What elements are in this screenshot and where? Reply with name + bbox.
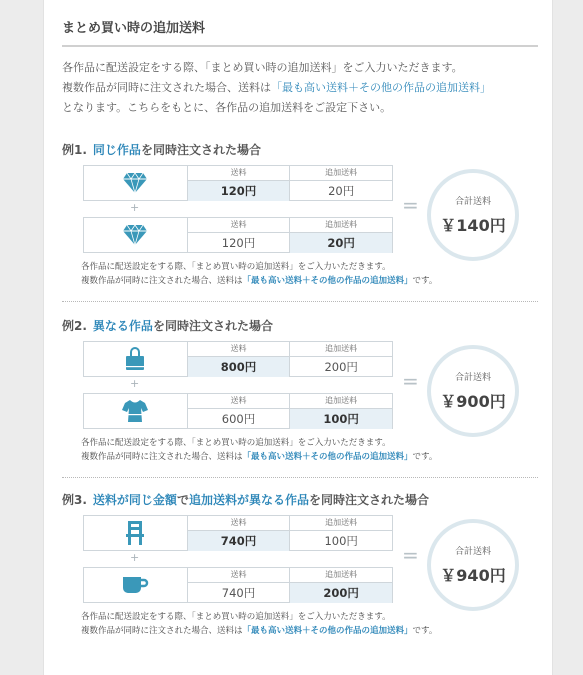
example-heading bbox=[62, 317, 538, 334]
item-row bbox=[83, 217, 393, 253]
shipping-label: 送料 bbox=[188, 342, 290, 357]
shipping-value: 120円 bbox=[188, 181, 290, 201]
shipping-label: 送料 bbox=[188, 516, 290, 531]
additional-label: 追加送料 bbox=[290, 394, 392, 409]
chair-icon bbox=[84, 516, 188, 550]
additional-value: 20円 bbox=[290, 233, 392, 253]
note-line-1: 各作品に配送設定をする際、「まとめ買い時の追加送料」をご入力いただきます。 bbox=[81, 612, 391, 622]
additional-value: 100円 bbox=[290, 409, 392, 429]
shipping-cell bbox=[188, 394, 291, 428]
intro-line-3: となります。こちらをもとに、各作品の追加送料をご設定下さい。 bbox=[62, 101, 392, 114]
shipping-value: 740円 bbox=[221, 586, 256, 600]
equals-sign: = bbox=[402, 193, 419, 217]
shipping-label: 送料 bbox=[188, 394, 290, 409]
example-heading-part: を同時注文された場合 bbox=[308, 493, 429, 507]
section-divider bbox=[62, 301, 538, 302]
shipping-value: 740円 bbox=[188, 531, 290, 551]
shipping-cell bbox=[188, 218, 291, 252]
example-heading-part: 異なる作品 bbox=[92, 319, 153, 333]
example-section-1 bbox=[62, 141, 538, 158]
total-label: 合計送料 bbox=[454, 373, 491, 383]
additional-label: 追加送料 bbox=[290, 516, 392, 531]
equals-sign: = bbox=[402, 543, 419, 567]
example-note bbox=[81, 436, 541, 464]
equals-sign: = bbox=[402, 369, 419, 393]
example-heading-part: を同時注文された場合 bbox=[152, 319, 273, 333]
plus-sign: + bbox=[130, 377, 140, 390]
additional-label: 追加送料 bbox=[290, 568, 392, 583]
bag-icon bbox=[84, 342, 188, 376]
item-row bbox=[83, 567, 393, 603]
example-note bbox=[81, 260, 541, 288]
example-number: 例1. bbox=[62, 143, 87, 157]
example-number: 例3. bbox=[62, 493, 87, 507]
page-title: まとめ買い時の追加送料 bbox=[62, 17, 538, 47]
note-line-2: 複数作品が同時に注文された場合、送料は「最も高い送料＋その他の作品の追加送料」です。 bbox=[81, 452, 438, 462]
example-heading-part: 追加送料が異なる作品 bbox=[188, 493, 309, 507]
example-heading bbox=[62, 141, 538, 158]
additional-label: 追加送料 bbox=[290, 166, 392, 181]
additional-cell bbox=[290, 342, 392, 376]
shipping-cell bbox=[188, 568, 291, 602]
item-row bbox=[83, 341, 393, 377]
total-circle bbox=[427, 519, 519, 611]
section-divider bbox=[62, 477, 538, 478]
shipping-label: 送料 bbox=[188, 166, 290, 181]
additional-cell bbox=[290, 166, 392, 200]
example-heading-part: 同じ作品 bbox=[92, 143, 141, 157]
additional-value: 200円 bbox=[290, 583, 392, 603]
dress-icon bbox=[84, 394, 188, 428]
additional-label: 追加送料 bbox=[290, 342, 392, 357]
example-heading-part: を同時注文された場合 bbox=[140, 143, 261, 157]
example-note bbox=[81, 610, 541, 638]
note-line-1: 各作品に配送設定をする際、「まとめ買い時の追加送料」をご入力いただきます。 bbox=[81, 262, 391, 272]
shipping-cell bbox=[188, 342, 291, 376]
plus-sign: + bbox=[130, 201, 140, 214]
cup-icon bbox=[84, 568, 188, 602]
additional-value: 20円 bbox=[328, 184, 355, 198]
shipping-label: 送料 bbox=[188, 218, 290, 233]
total-value: ￥940円 bbox=[440, 566, 506, 585]
note-line-2: 複数作品が同時に注文された場合、送料は「最も高い送料＋その他の作品の追加送料」です。 bbox=[81, 276, 438, 286]
diamond-icon bbox=[84, 218, 188, 252]
example-heading-part: で bbox=[176, 493, 189, 507]
additional-cell bbox=[290, 516, 392, 550]
example-number: 例2. bbox=[62, 319, 87, 333]
total-value: ￥900円 bbox=[440, 392, 506, 411]
additional-cell bbox=[290, 218, 392, 252]
additional-cell bbox=[290, 568, 392, 602]
diamond-icon bbox=[84, 166, 188, 200]
shipping-value: 120円 bbox=[221, 236, 256, 250]
intro-text bbox=[62, 58, 542, 118]
shipping-cell bbox=[188, 166, 291, 200]
additional-value: 200円 bbox=[324, 360, 358, 374]
example-heading bbox=[62, 491, 538, 508]
item-row bbox=[83, 393, 393, 429]
additional-cell bbox=[290, 394, 392, 428]
shipping-value: 600円 bbox=[221, 412, 256, 426]
intro-line-1: 各作品に配送設定をする際、「まとめ買い時の追加送料」をご入力いただきます。 bbox=[62, 61, 463, 74]
example-section-2 bbox=[62, 317, 538, 334]
note-line-1: 各作品に配送設定をする際、「まとめ買い時の追加送料」をご入力いただきます。 bbox=[81, 438, 391, 448]
total-circle bbox=[427, 169, 519, 261]
shipping-value: 800円 bbox=[188, 357, 290, 377]
plus-sign: + bbox=[130, 551, 140, 564]
page bbox=[43, 0, 553, 675]
total-circle bbox=[427, 345, 519, 437]
item-row bbox=[83, 165, 393, 201]
total-label: 合計送料 bbox=[454, 197, 491, 207]
total-label: 合計送料 bbox=[454, 547, 491, 557]
intro-line-2: 複数作品が同時に注文された場合、送料は「最も高い送料＋その他の作品の追加送料」 bbox=[62, 81, 491, 94]
shipping-cell bbox=[188, 516, 291, 550]
item-row bbox=[83, 515, 393, 551]
note-line-2: 複数作品が同時に注文された場合、送料は「最も高い送料＋その他の作品の追加送料」です。 bbox=[81, 626, 438, 636]
additional-value: 100円 bbox=[324, 534, 358, 548]
additional-label: 追加送料 bbox=[290, 218, 392, 233]
total-value: ￥140円 bbox=[440, 216, 506, 235]
example-section-3 bbox=[62, 491, 538, 508]
example-heading-part: 送料が同じ金額 bbox=[92, 493, 177, 507]
shipping-label: 送料 bbox=[188, 568, 290, 583]
